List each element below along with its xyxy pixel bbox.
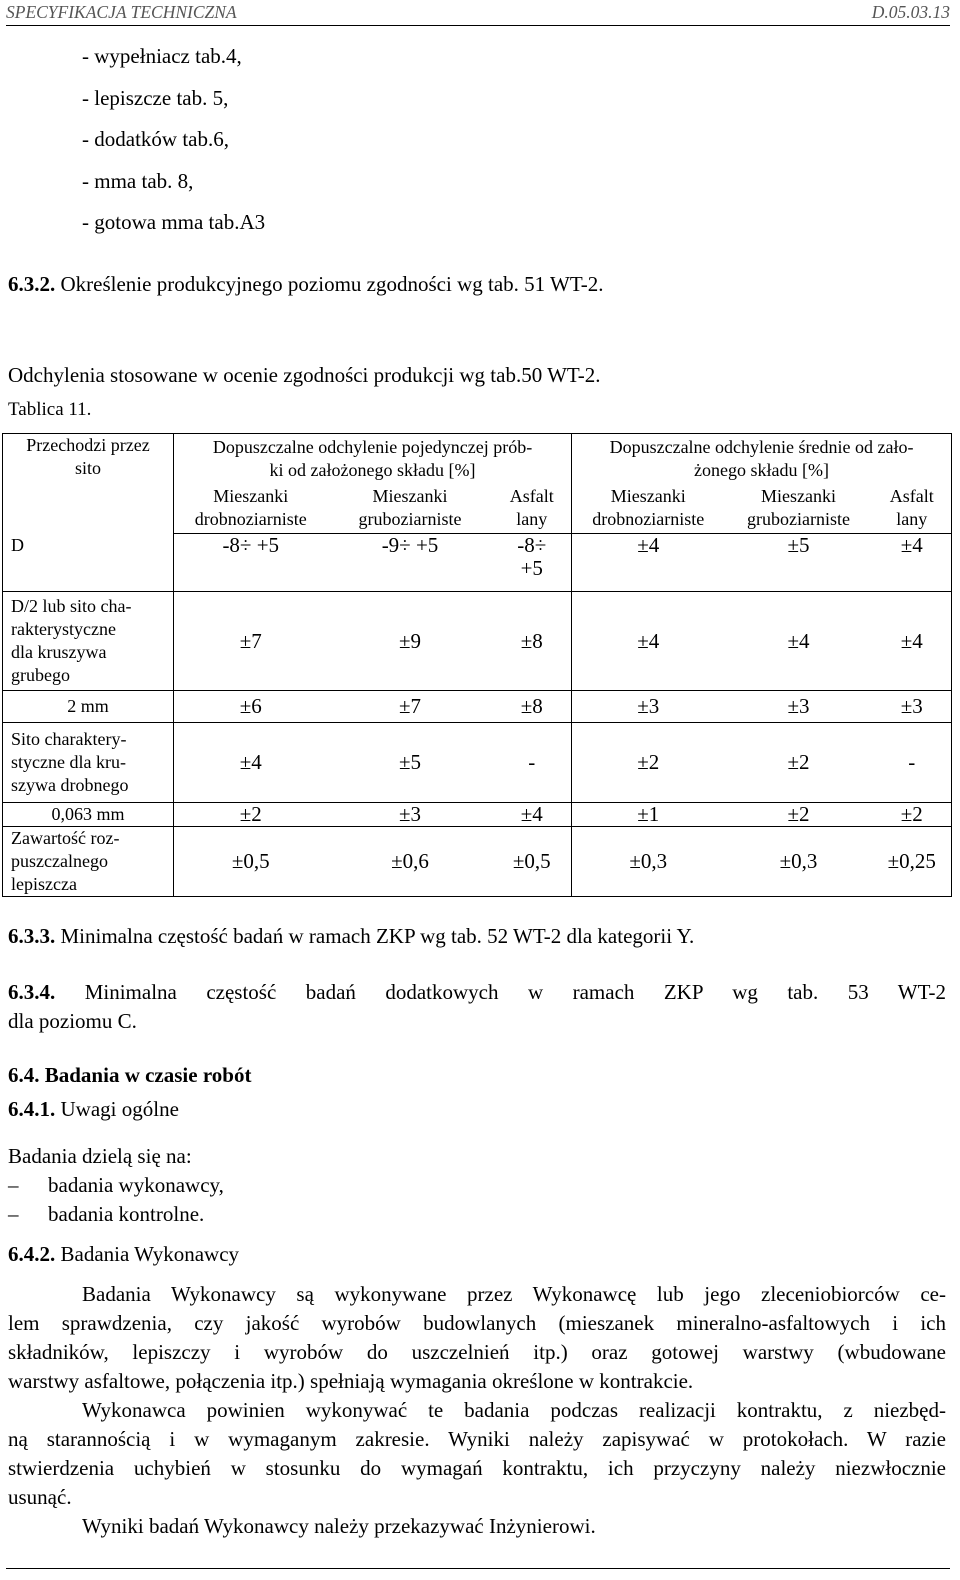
cell-value: -	[528, 750, 536, 774]
row-label	[3, 803, 174, 827]
header-sito-line: Przechodzi przez	[26, 435, 150, 455]
col-header	[493, 484, 572, 534]
col-header	[328, 484, 493, 534]
col-header-line: lany	[896, 509, 928, 530]
col-header-line: drobnoziarniste	[194, 509, 307, 530]
col-header-line: Mieszanki	[372, 486, 448, 507]
table-row	[3, 592, 952, 691]
list-item: - gotowa mma tab.A3	[82, 210, 266, 234]
cell-value: ±3	[637, 694, 660, 718]
cell-value: ±1	[637, 802, 660, 826]
row-label-line: Zawartość roz-	[11, 828, 120, 848]
cell-value: ±4	[787, 628, 810, 653]
header-title: SPECYFIKACJA TECHNICZNA	[6, 2, 237, 22]
header-sito	[3, 434, 174, 534]
table-cell	[572, 827, 725, 897]
table-cell	[493, 592, 572, 691]
header-line: żonego składu [%]	[694, 459, 830, 480]
col-header-line: Mieszanki	[610, 486, 686, 507]
table-cell	[572, 803, 725, 827]
col-header	[873, 484, 952, 534]
row-label-line: D	[11, 534, 24, 555]
header-rule	[6, 25, 950, 26]
table-cell	[725, 803, 873, 827]
list-item	[8, 1202, 204, 1226]
list-item: - mma tab. 8,	[82, 169, 194, 193]
table-cell	[572, 592, 725, 691]
cell-value: ±3	[900, 694, 923, 718]
table-cell	[174, 803, 328, 827]
row-label	[3, 592, 174, 691]
table-cell	[493, 803, 572, 827]
row-label	[3, 534, 174, 592]
list-item: - wypełniacz tab.4,	[82, 44, 242, 68]
section-text: Minimalna częstość badań dodatkowych w ramach ZKP wg tab. 53 WT-2	[84, 980, 947, 1004]
paragraph-line: ną starannością i w wymaganym zakresie. Wyniki należy zapisywać w protokołach. W razie	[8, 1427, 946, 1451]
footer-rule	[6, 1568, 950, 1569]
cell-value: ±2	[900, 802, 923, 826]
dash: –	[8, 1202, 19, 1226]
cell-value: -9÷ +5	[381, 533, 439, 557]
col-header-line: Asfalt	[889, 486, 934, 507]
paragraph-line: lem sprawdzenia, czy jakość wyrobów budowlanych (mieszanek mineralno-asfaltowych i ich	[8, 1311, 946, 1335]
row-label-line: lepiszcza	[11, 874, 77, 894]
col-header	[572, 484, 725, 534]
cell-value: ±2	[787, 802, 810, 826]
section-text: Określenie produkcyjnego poziomu zgodności wg tab. 51 WT-2.	[55, 272, 604, 296]
cell-value: ±0,3	[779, 849, 818, 873]
section-6-4-heading: 6.4. Badania w czasie robót	[8, 1063, 252, 1087]
cell-value: -8÷ +5	[222, 533, 280, 557]
table-cell	[174, 534, 328, 592]
col-header-line: Mieszanki	[761, 486, 837, 507]
table-cell	[493, 691, 572, 723]
table-cell	[174, 827, 328, 897]
table-row	[3, 827, 952, 897]
table-cell	[725, 534, 873, 592]
table-cell	[493, 723, 572, 803]
section-6-4-2	[8, 1242, 239, 1266]
table-cell	[174, 723, 328, 803]
row-label-line: szywa drobnego	[11, 775, 129, 795]
col-header	[174, 484, 328, 534]
col-header-line: Asfalt	[509, 486, 554, 507]
table-row	[3, 534, 952, 592]
cell-value: ±0,25	[887, 849, 936, 873]
col-header-line: Mieszanki	[213, 486, 289, 507]
cell-value: ±7	[239, 628, 262, 653]
table-cell	[873, 803, 952, 827]
row-label-line: D/2 lub sito cha-	[11, 596, 132, 616]
table-cell	[572, 691, 725, 723]
section-number: 6.4.1.	[8, 1097, 56, 1121]
row-label-line: 2 mm	[67, 696, 109, 716]
section-number: 6.3.4.	[8, 980, 56, 1004]
col-header-line: gruboziarniste	[358, 509, 462, 530]
cell-value: ±7	[398, 694, 422, 718]
cell-value: ±0,3	[629, 849, 668, 873]
table-cell	[725, 592, 873, 691]
paragraph-line: Wyniki badań Wykonawcy należy przekazywać Inżynierowi.	[82, 1514, 596, 1538]
table-cell	[873, 827, 952, 897]
section-6-3-2	[8, 272, 603, 296]
cell-value: ±4	[900, 628, 923, 653]
header-line: Dopuszczalne odchylenie pojedynczej prób-	[212, 436, 533, 457]
table-cell	[328, 723, 493, 803]
deviations-text: Odchylenia stosowane w ocenie zgodności produkcji wg tab.50 WT-2.	[8, 363, 601, 387]
cell-value: ±5	[787, 533, 810, 557]
paragraph-line: warstwy asfaltowe, połączenia itp.) spełniają wymagania określone w kontrakcie.	[8, 1369, 694, 1393]
table-row	[3, 723, 952, 803]
table-cell	[493, 827, 572, 897]
cell-value: ±2	[239, 802, 262, 826]
table-row	[3, 803, 952, 827]
col-header-line: gruboziarniste	[747, 509, 851, 530]
header-single-deviation	[174, 434, 572, 484]
cell-value: +5	[520, 556, 543, 580]
table-body	[3, 534, 952, 897]
cell-value: ±6	[239, 694, 262, 718]
section-number: 6.3.2.	[8, 272, 56, 296]
table-cell	[725, 827, 873, 897]
table-cell	[725, 691, 873, 723]
cell-value: ±3	[787, 694, 810, 718]
col-header	[725, 484, 873, 534]
table-cell	[328, 592, 493, 691]
section-text: Badania Wykonawcy	[55, 1242, 240, 1266]
table-cell	[328, 534, 493, 592]
section-number: 6.4.2.	[8, 1242, 56, 1266]
cell-value: -	[908, 750, 916, 774]
cell-value: -8÷	[517, 533, 547, 557]
row-label-line: Sito charaktery-	[11, 729, 127, 749]
row-label-line: dla kruszywa	[11, 642, 107, 662]
paragraph-line: składników, lepiszczy i wyrobów do uszczelnień itp.) oraz gotowej warstwy (wbudowane	[8, 1340, 946, 1364]
header-sito-line: sito	[74, 458, 101, 478]
deviation-table	[2, 433, 952, 897]
paragraph-line: Badania Wykonawcy są wykonywane przez Wykonawcę lub jego zleceniobiorców ce-	[82, 1282, 946, 1306]
row-label	[3, 691, 174, 723]
row-label-line: styczne dla kru-	[11, 752, 126, 772]
row-label	[3, 827, 174, 897]
table-cell	[572, 723, 725, 803]
list-item	[8, 1173, 224, 1197]
cell-value: ±0,6	[391, 849, 429, 873]
section-text: Uwagi ogólne	[55, 1097, 179, 1121]
row-label	[3, 723, 174, 803]
cell-value: ±4	[637, 628, 660, 653]
table-cell	[873, 592, 952, 691]
table-cell	[493, 534, 572, 592]
table-cell	[328, 803, 493, 827]
header-mean-deviation	[572, 434, 952, 484]
table-cell	[174, 592, 328, 691]
badania-intro: Badania dzielą się na:	[8, 1144, 192, 1168]
col-header-line: drobnoziarniste	[592, 509, 705, 530]
section-number: 6.3.3.	[8, 924, 56, 948]
page-header	[6, 2, 950, 24]
paragraph-line: Wykonawca powinien wykonywać te badania podczas realizacji kontraktu, z niezbęd-	[82, 1398, 946, 1422]
table-cell	[328, 691, 493, 723]
row-label-line: grubego	[11, 665, 70, 685]
table-cell	[572, 534, 725, 592]
section-6-4-1	[8, 1097, 179, 1121]
table-cell	[328, 827, 493, 897]
section-text-continued: dla poziomu C.	[8, 1009, 137, 1033]
dash: –	[8, 1173, 19, 1197]
cell-value: ±0,5	[512, 849, 551, 873]
cell-value: ±8	[520, 628, 543, 653]
header-doc-number: D.05.03.13	[871, 2, 950, 22]
cell-value: ±4	[637, 533, 660, 557]
table-cell	[873, 723, 952, 803]
cell-value: ±4	[900, 533, 923, 557]
section-6-3-3	[8, 924, 694, 948]
cell-value: ±8	[520, 694, 543, 718]
row-label-line: puszczalnego	[11, 851, 108, 871]
cell-value: ±2	[637, 750, 660, 774]
list-item-text: badania kontrolne.	[48, 1202, 205, 1226]
cell-value: ±3	[398, 802, 422, 826]
row-label-line: rakterystyczne	[11, 619, 116, 639]
cell-value: ±9	[398, 628, 422, 653]
cell-value: ±4	[520, 802, 543, 826]
list-item-text: badania wykonawcy,	[48, 1173, 224, 1197]
row-label-line: 0,063 mm	[51, 804, 125, 824]
cell-value: ±0,5	[231, 849, 270, 873]
table-cell	[873, 534, 952, 592]
list-item: - dodatków tab.6,	[82, 127, 229, 151]
table-row	[3, 691, 952, 723]
section-6-3-4	[8, 980, 946, 1004]
table-cell	[873, 691, 952, 723]
cell-value: ±4	[239, 750, 262, 774]
paragraph-line: stwierdzenia uchybień w stosunku do wymagań kontraktu, ich przyczyny należy niezwłocznie	[8, 1456, 946, 1480]
table-cell	[174, 691, 328, 723]
col-header-line: lany	[516, 509, 548, 530]
list-item: - lepiszcze tab. 5,	[82, 86, 229, 110]
table-caption: Tablica 11.	[8, 399, 92, 420]
header-line: ki od założonego składu [%]	[269, 459, 476, 480]
cell-value: ±2	[787, 750, 810, 774]
paragraph-line: usunąć.	[8, 1485, 72, 1509]
cell-value: ±5	[398, 750, 422, 774]
table-cell	[725, 723, 873, 803]
section-text: Minimalna częstość badań w ramach ZKP wg tab. 52 WT-2 dla kategorii Y.	[55, 924, 695, 948]
header-line: Dopuszczalne odchylenie średnie od zało-	[609, 436, 914, 457]
